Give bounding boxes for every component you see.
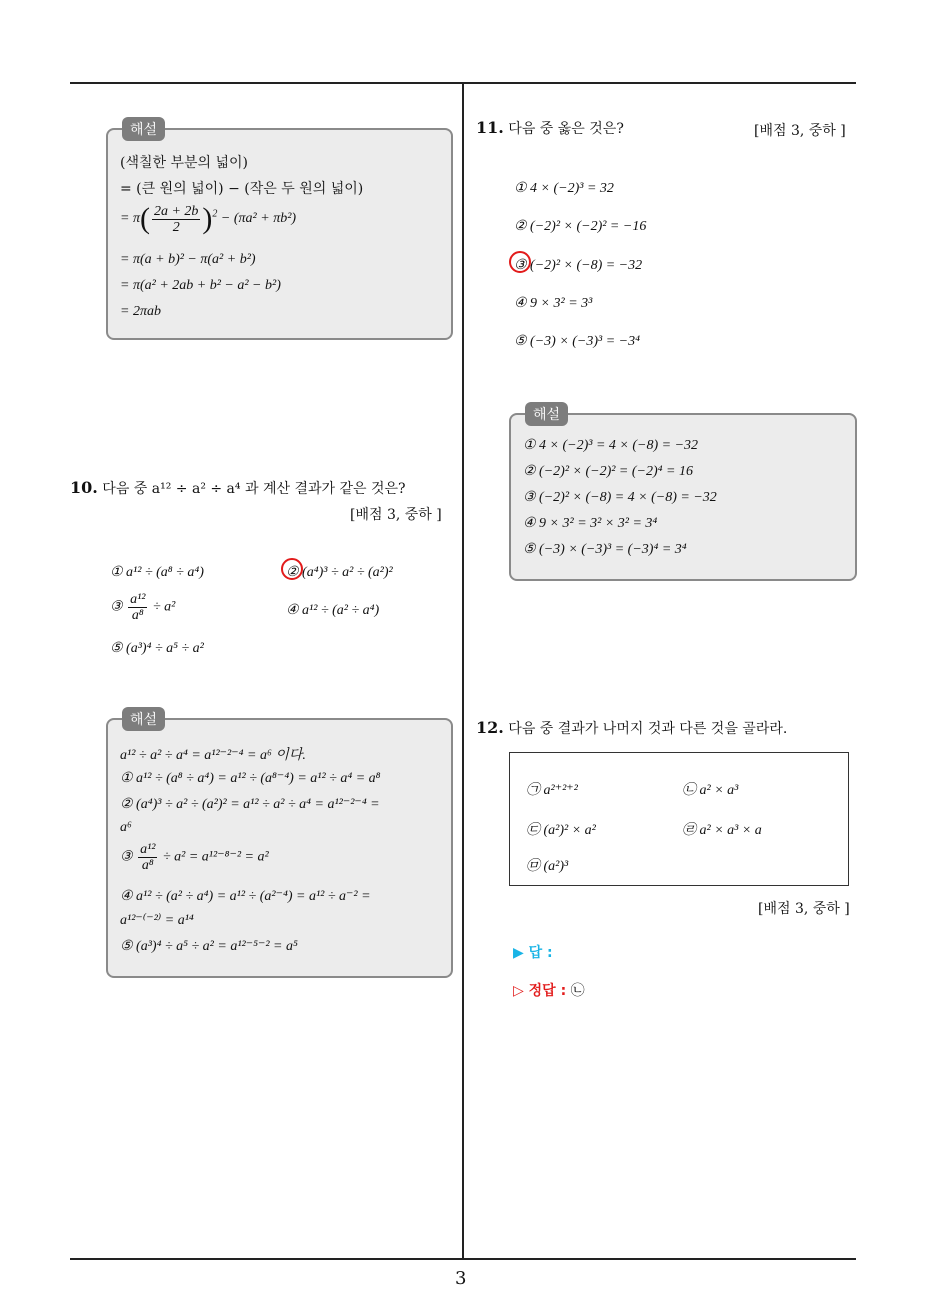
q10-prompt: [70, 478, 406, 498]
q9-sol-line-5: = π(a² + 2ab + b² − a² − b²): [120, 278, 281, 293]
q11-sol-line-3: ③ (−2)² × (−8) = 4 × (−8) = −32: [523, 490, 717, 505]
q12-text: 다음 중 결과가 나머지 것과 다른 것을 골라라.: [508, 721, 788, 737]
q11-sol-line-5: ⑤ (−3) × (−3)³ = (−3)⁴ = 3⁴: [523, 542, 687, 557]
q9-sol-line-4: = π(a + b)² − π(a² + b²): [120, 252, 256, 267]
q10-sol-line-2: ① a¹² ÷ (a⁸ ÷ a⁴) = a¹² ÷ (a⁸⁻⁴) = a¹² ÷ a⁴ = a⁸: [120, 771, 381, 786]
q9-solution-box: [106, 122, 453, 340]
q10-sol-line-7: a¹²⁻⁽⁻²⁾ = a¹⁴: [120, 913, 194, 928]
q11-prompt: [476, 118, 624, 138]
q10-sol-line-3: ② (a⁴)³ ÷ a² ÷ (a²)² = a¹² ÷ a² ÷ a⁴ = a¹²⁻²⁻⁴ =: [120, 797, 380, 812]
q12-correct-label: ▷ 정답 :: [513, 983, 567, 999]
q11-number: 11.: [476, 118, 504, 137]
q11-option-4[interactable]: ④ 9 × 3² = 3³: [514, 296, 593, 311]
q10-option-4[interactable]: ④ a¹² ÷ (a² ÷ a⁴): [286, 603, 380, 618]
q10-option-3[interactable]: ③ $\frac{\text{a¹²}}{\text{a⁸}}$ ÷ a²: [110, 592, 176, 623]
q11-option-3[interactable]: ③ (−2)² × (−8) = −32: [514, 258, 643, 273]
q10-number: 10.: [70, 478, 98, 497]
q12-number: 12.: [476, 718, 504, 737]
q12-correct-row: [513, 980, 585, 1000]
q10-score: [배점 3, 중하 ]: [350, 507, 442, 523]
q11-option-2[interactable]: ② (−2)² × (−2)² = −16: [514, 219, 647, 234]
column-divider: [462, 83, 464, 1258]
q9-sol-line-2: = (큰 원의 넓이) − (작은 두 원의 넓이): [120, 181, 364, 197]
bottom-rule: [70, 1258, 856, 1260]
q9-sol-line-1: (색칠한 부분의 넓이): [120, 155, 249, 171]
q10-sol-line-1: a¹² ÷ a² ÷ a⁴ = a¹²⁻²⁻⁴ = a⁶ 이다.: [120, 748, 306, 763]
q11-option-5[interactable]: ⑤ (−3) × (−3)³ = −3⁴: [514, 334, 640, 349]
q10-option-2[interactable]: ② (a⁴)³ ÷ a² ÷ (a²)²: [286, 565, 393, 580]
q10-text: 다음 중 a¹² ÷ a² ÷ a⁴ 과 계산 결과가 같은 것은?: [102, 481, 406, 497]
q11-score: [배점 3, 중하 ]: [754, 123, 846, 139]
q11-text: 다음 중 옳은 것은?: [508, 121, 624, 137]
q12-item-4: ㉣ a² × a³ × a: [682, 823, 762, 838]
q10-sol-line-6: ④ a¹² ÷ (a² ÷ a⁴) = a¹² ÷ (a²⁻⁴) = a¹² ÷ a⁻² =: [120, 889, 371, 904]
q12-item-5: ㉤ (a²)³: [526, 859, 569, 874]
q12-score: [배점 3, 중하 ]: [758, 901, 850, 917]
page-number: 3: [455, 1268, 467, 1289]
q10-sol-line-4: a⁶: [120, 820, 132, 835]
q12-answer-label[interactable]: ▶ 답 :: [513, 945, 553, 961]
solution-tag: 해설: [525, 402, 568, 426]
q11-sol-line-1: ① 4 × (−2)³ = 4 × (−8) = −32: [523, 438, 699, 453]
solution-tag: 해설: [122, 707, 165, 731]
q12-item-1: ㉠ a²⁺²⁺²: [526, 783, 578, 798]
q10-sol-line-8: ⑤ (a³)⁴ ÷ a⁵ ÷ a² = a¹²⁻⁵⁻² = a⁵: [120, 939, 298, 954]
q10-option-1[interactable]: ① a¹² ÷ (a⁸ ÷ a⁴): [110, 565, 204, 580]
q12-item-2: ㉡ a² × a³: [682, 783, 739, 798]
solution-tag: 해설: [122, 117, 165, 141]
q9-sol-line-3: = π( $\frac{2a + 2b}{2}$ )$^2$ − (πa² + πb²): [120, 202, 297, 235]
q11-solution-box: [509, 407, 857, 581]
q11-sol-line-2: ② (−2)² × (−2)² = (−2)⁴ = 16: [523, 464, 693, 479]
q12-item-3: ㉢ (a²)² × a²: [526, 823, 596, 838]
q12-correct-value: ㉡: [570, 983, 585, 999]
q10-option-5[interactable]: ⑤ (a³)⁴ ÷ a⁵ ÷ a²: [110, 641, 204, 656]
q10-sol-line-5: ③ $\frac{\text{a¹²}}{\text{a⁸}}$ ÷ a² = a¹²⁻⁸⁻² = a²: [120, 842, 269, 873]
q12-items-box: [509, 752, 849, 886]
q9-sol-line-6: = 2πab: [120, 304, 161, 319]
q12-prompt: [476, 718, 787, 738]
q10-solution-box: [106, 712, 453, 978]
q11-sol-line-4: ④ 9 × 3² = 3² × 3² = 3⁴: [523, 516, 658, 531]
q11-option-1[interactable]: ① 4 × (−2)³ = 32: [514, 181, 614, 196]
